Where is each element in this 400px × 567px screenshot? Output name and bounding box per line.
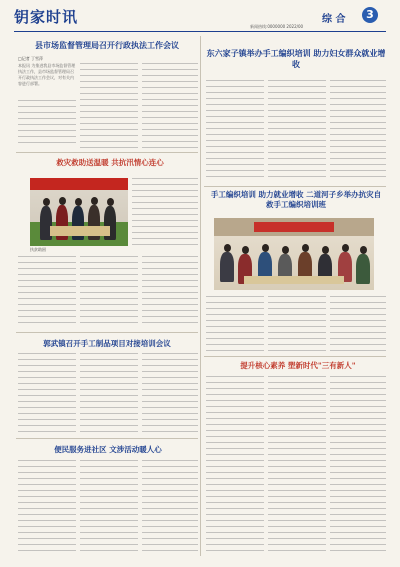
article-3-body-1 bbox=[18, 256, 76, 328]
article-7-headline: 便民服务进社区 文涉活动暖人心 bbox=[54, 445, 162, 454]
article-6-body-3 bbox=[330, 376, 386, 556]
article-1-headline: 县市场监督管理局召开行政执法工作会议 bbox=[35, 40, 179, 50]
supplies-shape bbox=[50, 226, 110, 236]
section-divider bbox=[16, 152, 198, 153]
article-2-headline: 东六家子镇举办手工编织培训 助力妇女群众就业增收 bbox=[206, 48, 386, 69]
article-3-body-right bbox=[132, 178, 198, 246]
article-1-byline: □记者 丁雪萍 bbox=[18, 56, 44, 61]
section-divider bbox=[16, 332, 198, 333]
article-1-lead: 本报讯 为推进我县市场监督管理执法工作，县市场监督管理局召开行政执法工作会议，对有关内容进行部署。 bbox=[18, 63, 76, 86]
article-5-body-2 bbox=[80, 353, 138, 433]
article-3-caption: 扶贫助困 bbox=[30, 247, 46, 252]
section-divider bbox=[16, 438, 198, 439]
header-meta: 新闻热线:0000000 2022/00 bbox=[250, 24, 304, 29]
article-2-body-1 bbox=[206, 80, 264, 182]
article-4-body-3 bbox=[330, 296, 386, 354]
section-divider bbox=[204, 186, 386, 187]
article-6-body-2 bbox=[268, 376, 326, 556]
article-7-body-1 bbox=[18, 460, 76, 556]
article-2-body-3 bbox=[330, 80, 386, 182]
article-6-body-1 bbox=[206, 376, 264, 556]
article-3-body-2 bbox=[80, 256, 138, 328]
article-3-photo bbox=[30, 178, 128, 246]
section-name: 综 合 bbox=[322, 14, 346, 25]
article-5-body-3 bbox=[142, 353, 198, 433]
column-divider bbox=[200, 36, 201, 556]
article-5-body-1 bbox=[18, 353, 76, 433]
article-5-headline: 郭武镇召开手工制品项目对接培训会议 bbox=[43, 339, 171, 348]
page-number-badge: 3 bbox=[362, 7, 378, 23]
handicraft-items-shape bbox=[244, 276, 344, 284]
header-rule bbox=[14, 31, 386, 32]
banner-shape bbox=[30, 178, 128, 190]
article-1-body-col2 bbox=[80, 63, 138, 148]
article-4-headline: 手工编织培训 助力就业增收 二道河子乡举办抗灾自救手工编织培训班 bbox=[210, 190, 382, 210]
article-4-body-1 bbox=[206, 296, 264, 354]
article-4-body-2 bbox=[268, 296, 326, 354]
article-6-headline: 提升核心素养 塑新时代"三有新人" bbox=[240, 361, 356, 370]
section-divider bbox=[204, 356, 386, 357]
article-4-photo bbox=[214, 218, 374, 290]
article-7-body-2 bbox=[80, 460, 138, 556]
article-3-headline: 救灾救助送温暖 共抗汛情心连心 bbox=[56, 158, 164, 167]
article-1-body bbox=[18, 100, 76, 148]
article-3-body-3 bbox=[142, 256, 198, 328]
banner-shape bbox=[254, 222, 334, 232]
article-7-body-3 bbox=[142, 460, 198, 556]
masthead-title: 钥家时讯 bbox=[14, 8, 79, 26]
article-1-body-col3 bbox=[142, 63, 198, 148]
article-2-body-2 bbox=[268, 80, 326, 182]
